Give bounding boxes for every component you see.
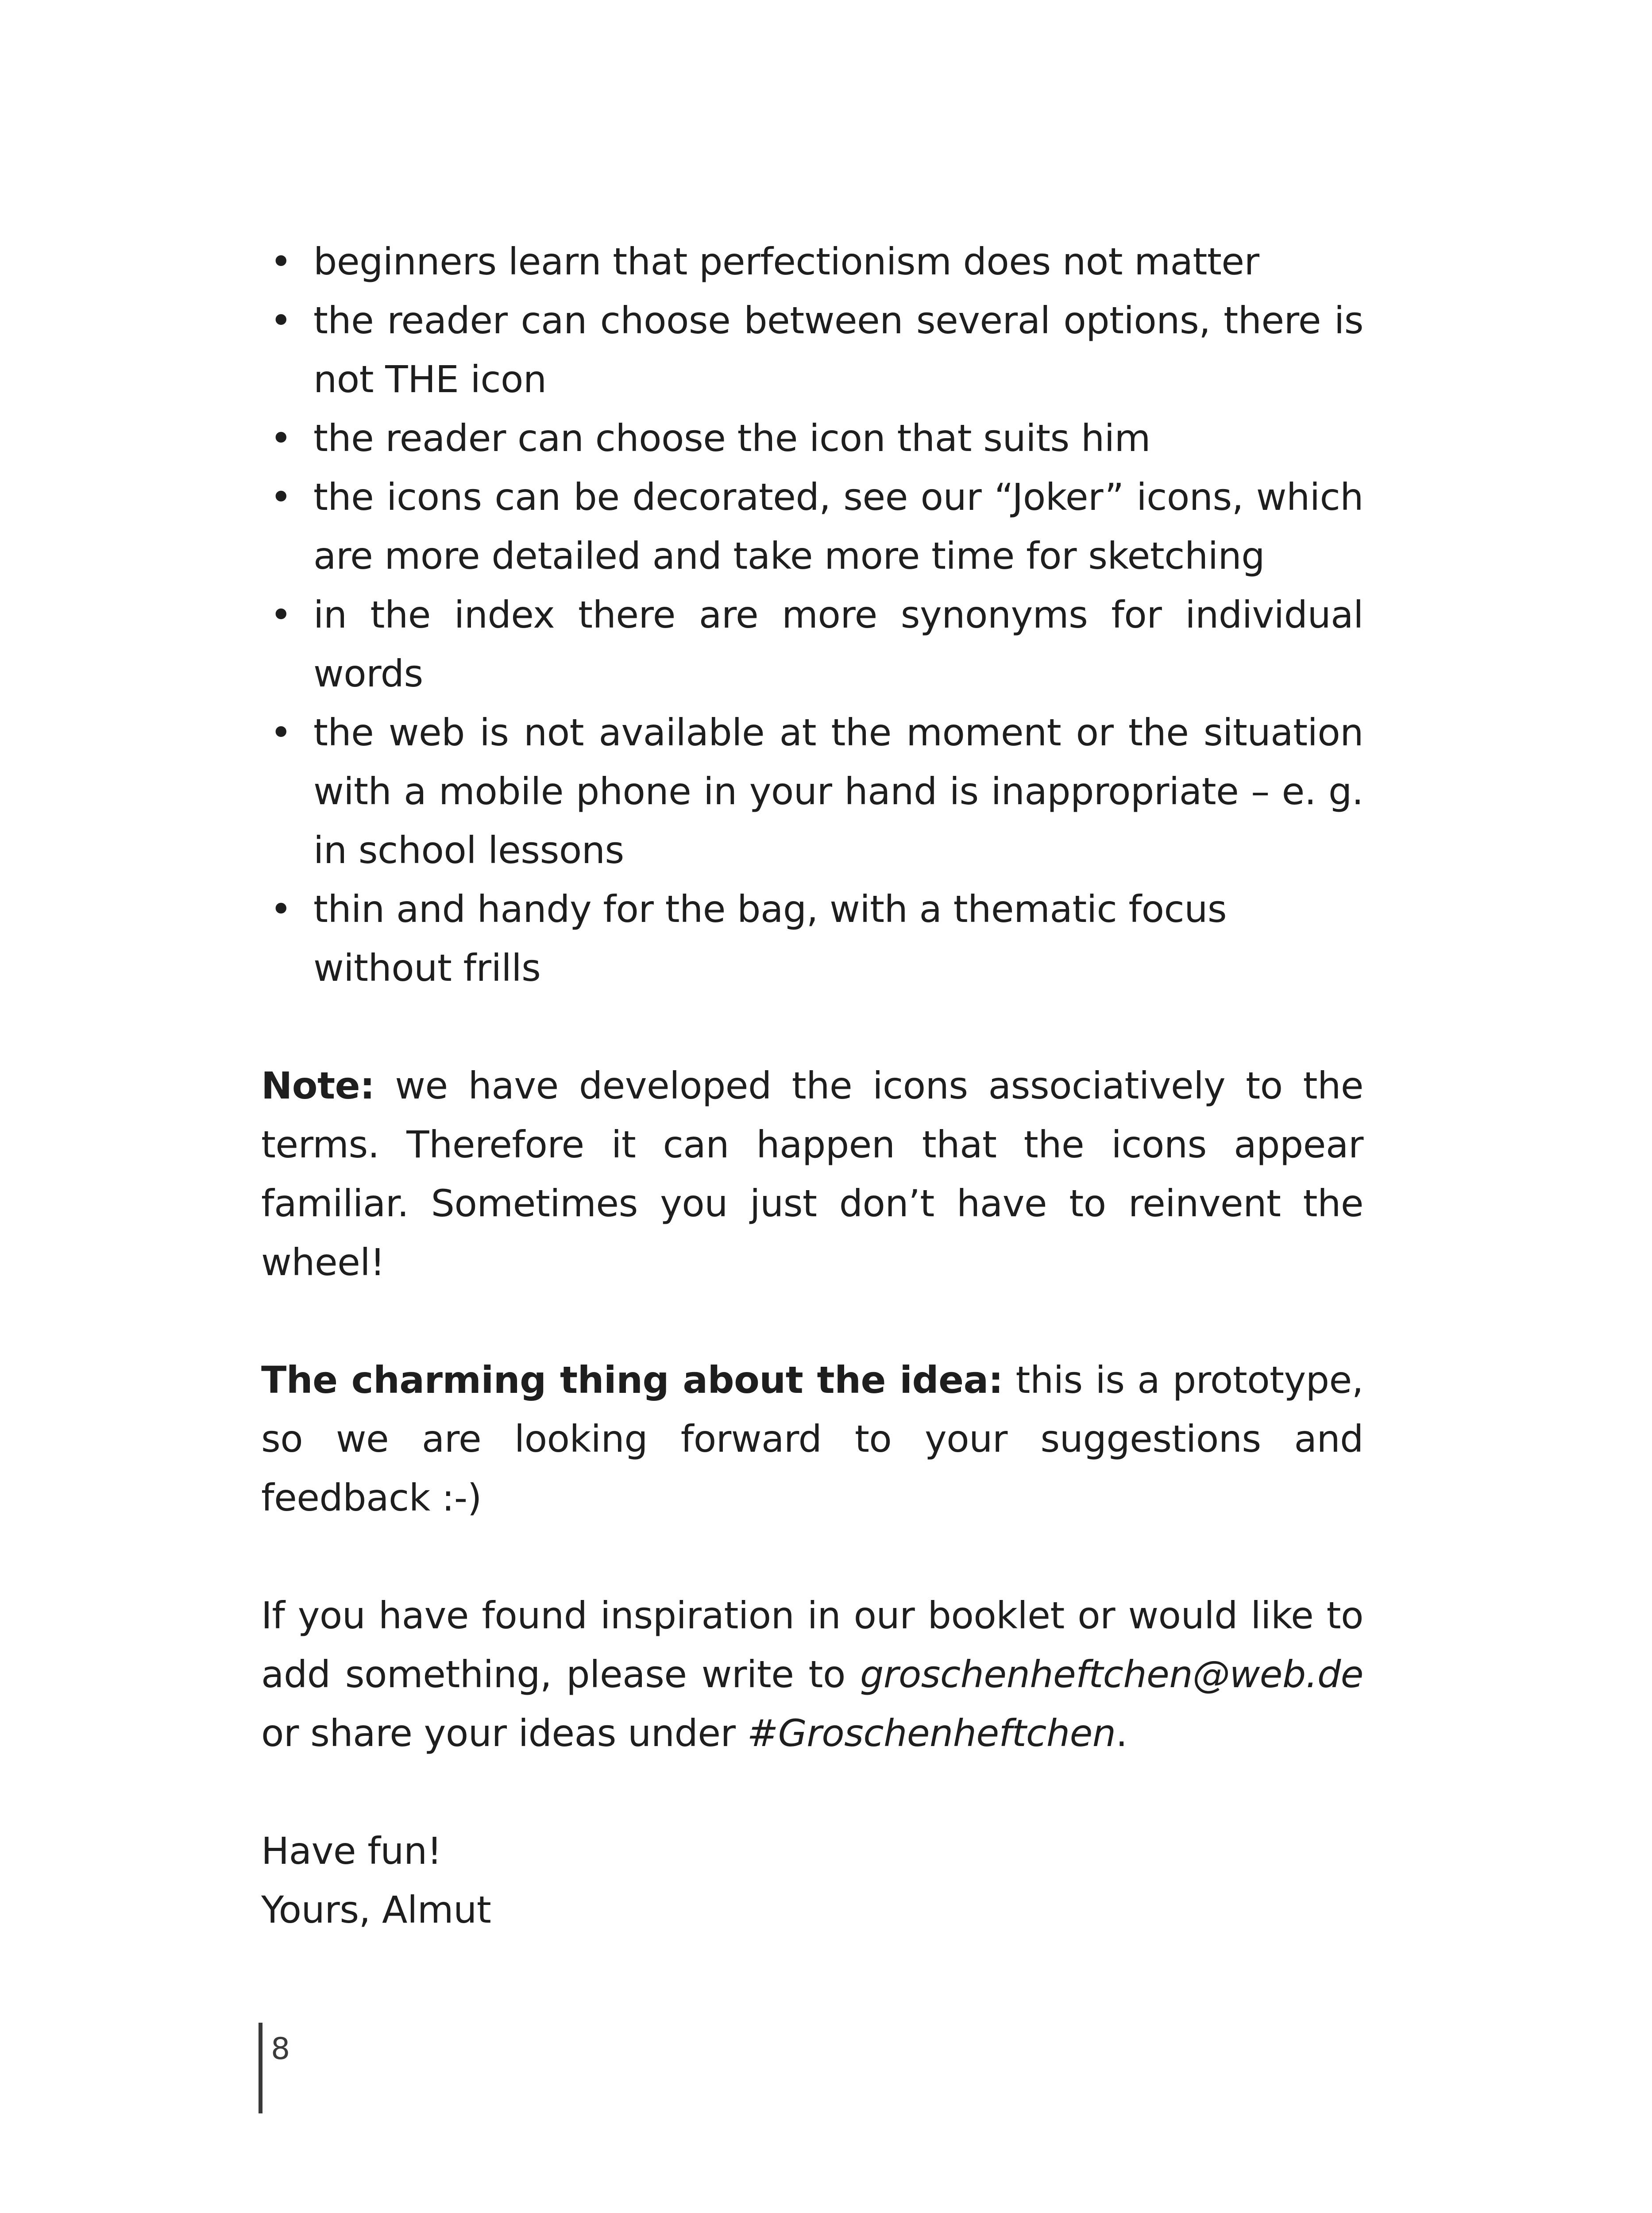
list-item — [261, 703, 1363, 880]
contact-email: groschenheftchen@web.de — [860, 1653, 1363, 1696]
list-item — [261, 586, 1363, 703]
bullet-icon: • — [270, 299, 292, 342]
list-item — [261, 232, 1363, 291]
list-item — [261, 291, 1363, 409]
list-item-text: the reader can choose the icon that suits him — [313, 416, 1150, 460]
contact-text-before: If you have found inspiration in our booklet or would like to add something, please write to — [261, 1594, 1363, 1696]
list-item-text: beginners learn that perfectionism does not matter — [313, 240, 1259, 283]
signature-line: Yours, Almut — [261, 1888, 491, 1932]
list-item-text: the web is not available at the moment or the situation with a mobile phone in your hand is inappropriate – e. g. in school lessons — [313, 711, 1363, 872]
page-number: 8 — [271, 2032, 290, 2066]
paragraph-gap — [261, 998, 1363, 1056]
page-number-rule — [259, 2023, 262, 2113]
contact-text-middle: or share your ideas under — [261, 1712, 747, 1755]
note-text: we have developed the icons associatively to the terms. Therefore it can happen that the icons appear familiar. Sometimes you just don’t have to reinvent the wheel! — [261, 1064, 1363, 1284]
paragraph-gap — [261, 1763, 1363, 1822]
bullet-icon: • — [270, 416, 292, 460]
list-item — [261, 468, 1363, 586]
list-item-text: the icons can be decorated, see our “Joker” icons, which are more detailed and take more time for sketching — [313, 475, 1363, 578]
paragraph-gap — [261, 1292, 1363, 1351]
contact-text-after: . — [1115, 1712, 1127, 1755]
charming-label: The charming thing about the idea: — [261, 1358, 1003, 1402]
bullet-icon: • — [270, 240, 292, 283]
note-label: Note: — [261, 1064, 375, 1107]
charming-paragraph — [261, 1351, 1363, 1527]
list-item-text: thin and handy for the bag, with a thematic focus without frills — [313, 887, 1227, 990]
bullet-icon: • — [270, 475, 292, 519]
charming-text: this is a prototype, so we are looking forward to your suggestions and feedback :-) — [261, 1358, 1364, 1519]
bullet-icon: • — [270, 887, 292, 931]
contact-paragraph — [261, 1586, 1363, 1763]
list-item — [261, 880, 1363, 998]
closing-line-1: Have fun! — [261, 1829, 442, 1873]
list-item — [261, 409, 1363, 468]
paragraph-gap — [261, 1527, 1363, 1586]
bullet-icon: • — [270, 711, 292, 754]
bullet-icon: • — [270, 593, 292, 636]
contact-hashtag: #Groschenheftchen — [747, 1712, 1116, 1755]
benefits-list — [261, 232, 1363, 998]
page-content — [261, 232, 1363, 1939]
list-item-text: in the index there are more synonyms for individual words — [313, 593, 1363, 695]
note-paragraph — [261, 1056, 1363, 1292]
list-item-text: the reader can choose between several options, there is not THE icon — [313, 299, 1363, 401]
closing-block — [261, 1822, 1363, 1939]
